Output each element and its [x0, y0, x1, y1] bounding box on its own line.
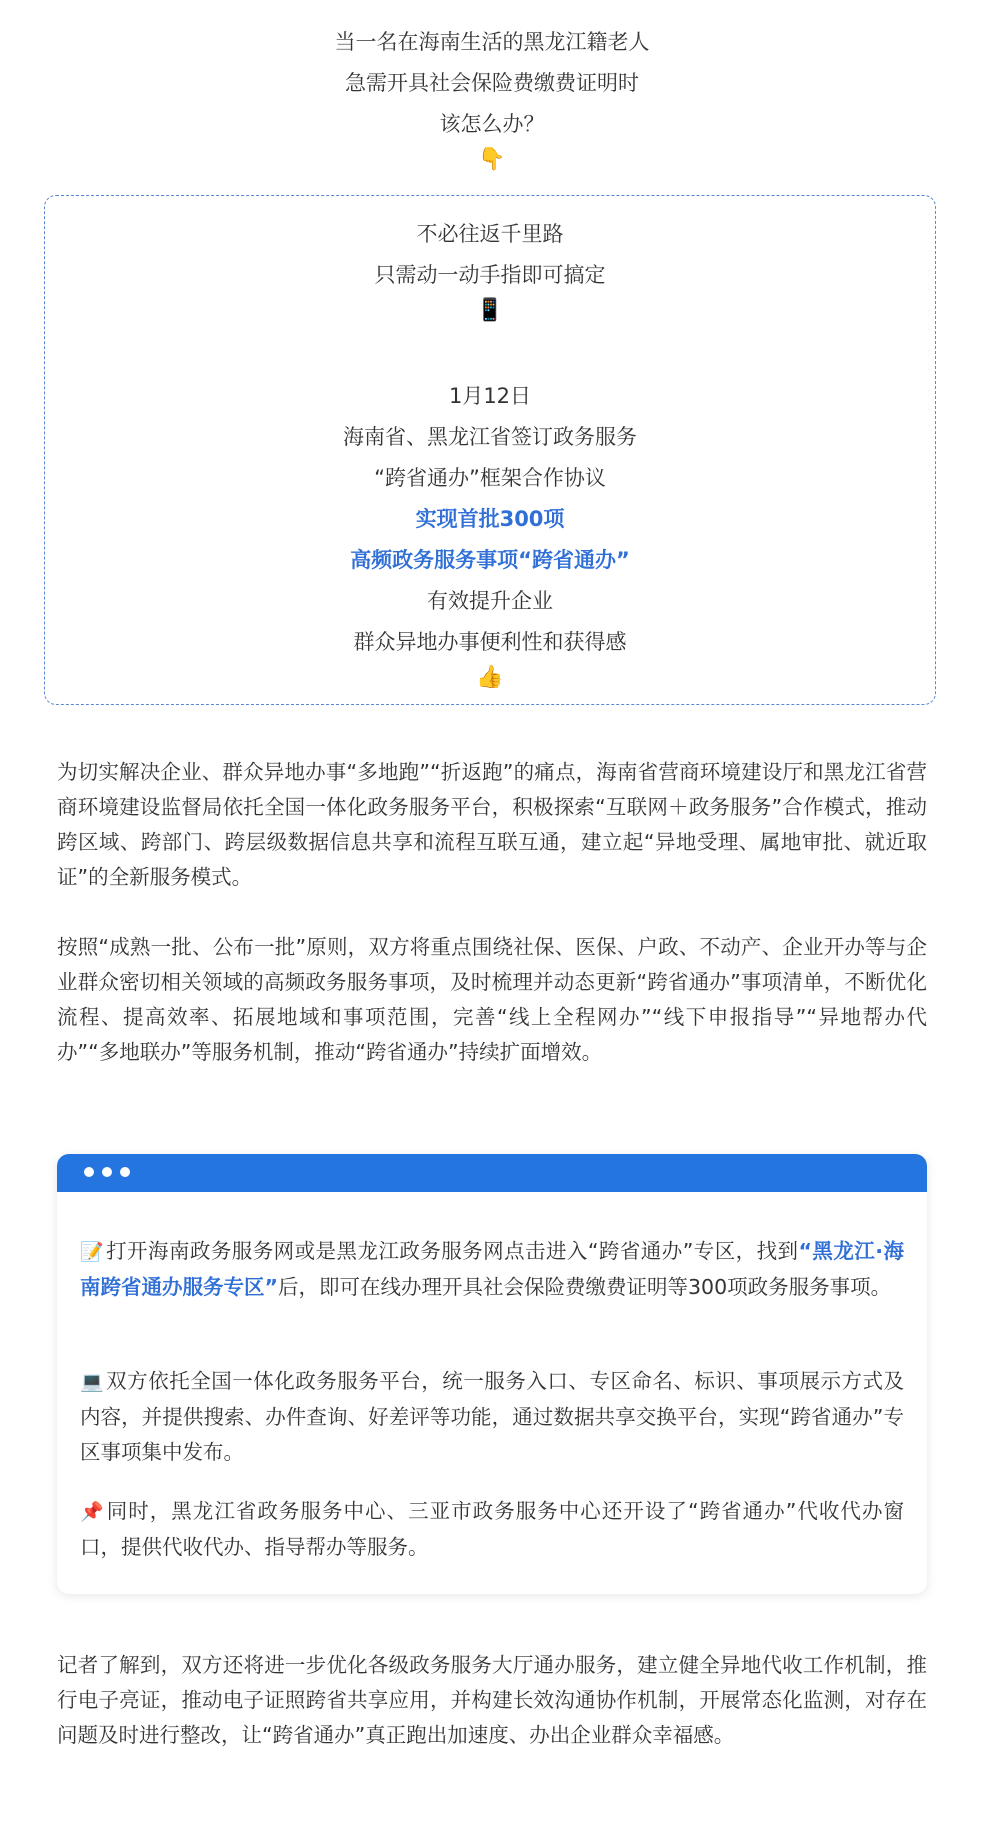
intro-block: [0, 22, 984, 175]
card-item-3-text: 同时，黑龙江省政务服务中心、三亚市政务服务中心还开设了“跨省通办”代收代办窗口，提供代收代办、指导帮办等服务。: [80, 1499, 904, 1559]
window-dot-icon: [102, 1167, 112, 1177]
box-bold-line-2: 高频政务服务事项“跨省通办”: [350, 548, 630, 572]
paragraph-2: 按照“成熟一批、公布一批”原则，双方将重点围绕社保、医保、户政、不动产、企业开办等与企业群众密切相关领域的高频政务服务事项，及时梳理并动态更新“跨省通办”事项清单，不断优化流程、提高效率、拓展地域和事项范围，完善“线上全程网办”“线下申报指导”“异地帮办代办”“多地联办”等服务机制，推动“跨省通办”持续扩面增效。: [57, 935, 927, 1064]
card-item-2-text: 双方依托全国一体化政务服务平台，统一服务入口、专区命名、标识、事项展示方式及内容，并提供搜索、办件查询、好差评等功能，通过数据共享交换平台，实现“跨省通办”专区事项集中发布。: [80, 1369, 904, 1464]
pointing-down-icon: 👇: [478, 147, 506, 172]
mobile-phone-icon: 📱: [476, 298, 504, 323]
box-line-3: 海南省、黑龙江省签订政务服务: [343, 425, 637, 449]
card-item-1: [80, 1234, 904, 1305]
box-line-4: “跨省通办”框架合作协议: [374, 466, 606, 490]
window-dot-icon: [84, 1167, 94, 1177]
info-card: [57, 1154, 927, 1594]
thumbs-up-icon: 👍: [476, 665, 504, 690]
box-bold-line-1: 实现首批300项: [415, 507, 565, 531]
box-line-6: 群众异地办事便利性和获得感: [353, 630, 627, 654]
highlight-box: [44, 195, 936, 705]
box-date: 1月12日: [448, 384, 532, 408]
intro-line-3: 该怎么办？: [439, 112, 545, 136]
box-line-1: 不必往返千里路: [416, 222, 564, 246]
card-header: [57, 1154, 927, 1192]
pushpin-icon: 📌: [80, 1501, 105, 1523]
card-item-1-post: 后，即可在线办理开具社会保险费缴费证明等300项政务服务事项。: [277, 1275, 892, 1299]
card-item-3: [80, 1494, 904, 1565]
laptop-icon: 💻: [80, 1371, 105, 1393]
window-dot-icon: [120, 1167, 130, 1177]
box-line-2: 只需动一动手指即可搞定: [374, 263, 606, 287]
intro-line-1: 当一名在海南生活的黑龙江籍老人: [334, 30, 650, 54]
box-line-5: 有效提升企业: [427, 589, 553, 613]
paragraph-3: 记者了解到，双方还将进一步优化各级政务服务大厅通办服务，建立健全异地代收工作机制，推行电子亮证，推动电子证照跨省共享应用，并构建长效沟通协作机制，开展常态化监测，对存在问题及时进行整改，让“跨省通办”真正跑出加速度、办出企业群众幸福感。: [57, 1653, 927, 1747]
paragraph-1: 为切实解决企业、群众异地办事“多地跑”“折返跑”的痛点，海南省营商环境建设厅和黑龙江省营商环境建设监督局依托全国一体化政务服务平台，积极探索“互联网＋政务服务”合作模式，推动跨区域、跨部门、跨层级数据信息共享和流程互联互通，建立起“异地受理、属地审批、就近取证”的全新服务模式。: [57, 760, 927, 889]
card-item-1-pre: 打开海南政务服务网或是黑龙江政务服务网点击进入“跨省通办”专区，找到: [106, 1239, 799, 1263]
intro-line-2: 急需开具社会保险费缴费证明时: [345, 71, 639, 95]
card-item-1-highlight: “黑龙江·海南跨省通办服务专区”: [80, 1239, 904, 1299]
memo-icon: 📝: [80, 1241, 105, 1263]
card-item-2: [80, 1364, 904, 1470]
